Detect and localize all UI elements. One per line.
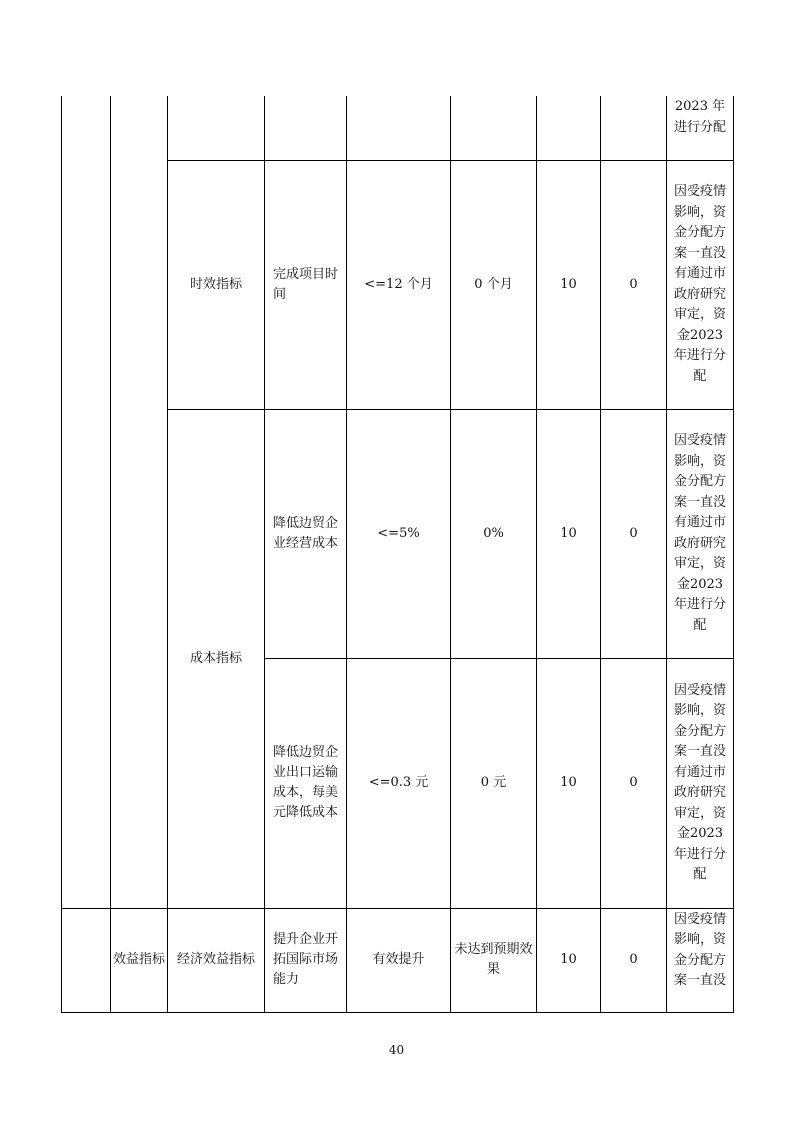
performance-table: [61, 96, 734, 1013]
actual-cell: [451, 96, 537, 160]
tertiary-indicator-cell: [168, 96, 265, 160]
score-cell: 0: [601, 908, 667, 1012]
note-cell: 因受疫情影响，资金分配方案一直没有通过市政府研究审定，资金2023 年进行分配: [667, 658, 734, 908]
table-row: [62, 96, 734, 160]
note-cell: 因受疫情影响，资金分配方案一直没有通过市政府研究审定，资金2023 年进行分配: [667, 160, 734, 409]
target-cell: <=0.3 元: [347, 658, 451, 908]
score-cell: 0: [601, 658, 667, 908]
score-cell: [601, 96, 667, 160]
tertiary-indicator-cell: 成本指标: [168, 409, 265, 908]
note-cell: 因受疫情影响，资金分配方案一直没有通过市政府研究审定，资金2023 年进行分配: [667, 409, 734, 658]
indicator-cell: 降低边贸企业经营成本: [265, 409, 347, 658]
indicator-cell: 降低边贸企业出口运输成本，每美元降低成本: [265, 658, 347, 908]
tertiary-indicator-cell: 时效指标: [168, 160, 265, 409]
target-cell: <=5%: [347, 409, 451, 658]
weight-cell: 10: [537, 908, 601, 1012]
note-cell: 因受疫情影响，资金分配方案一直没: [667, 908, 734, 1012]
actual-cell: 0%: [451, 409, 537, 658]
weight-cell: [537, 96, 601, 160]
score-cell: 0: [601, 160, 667, 409]
weight-cell: 10: [537, 409, 601, 658]
weight-cell: 10: [537, 658, 601, 908]
target-cell: [347, 96, 451, 160]
page-number: 40: [388, 1043, 405, 1057]
secondary-indicator-cell: 效益指标: [111, 908, 168, 1012]
indicator-cell: 提升企业开拓国际市场能力: [265, 908, 347, 1012]
table-row: [62, 908, 734, 1012]
primary-indicator-cell: [62, 908, 111, 1012]
indicator-cell: [265, 96, 347, 160]
actual-cell: 0 元: [451, 658, 537, 908]
score-cell: 0: [601, 409, 667, 658]
indicator-cell: 完成项目时间: [265, 160, 347, 409]
actual-cell: 0 个月: [451, 160, 537, 409]
tertiary-indicator-cell: 经济效益指标: [168, 908, 265, 1012]
weight-cell: 10: [537, 160, 601, 409]
actual-cell: 未达到预期效果: [451, 908, 537, 1012]
note-cell: 2023 年进行分配: [667, 96, 734, 160]
target-cell: 有效提升: [347, 908, 451, 1012]
target-cell: <=12 个月: [347, 160, 451, 409]
primary-indicator-cell: [62, 96, 111, 908]
secondary-indicator-cell: [111, 96, 168, 908]
